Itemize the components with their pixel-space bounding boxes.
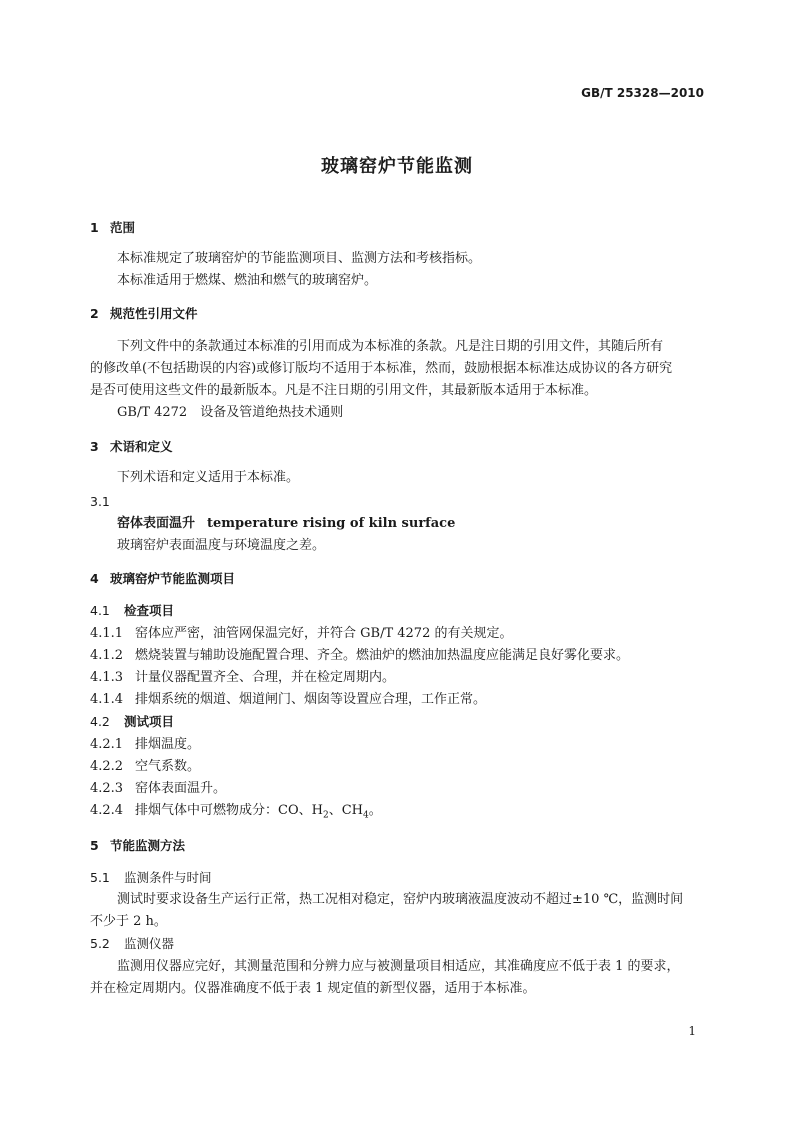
item-4-2-2: 4.2.2 空气系数。 (90, 759, 201, 774)
term-3-1-title: 窑体表面温升 temperature rising of kiln surface (117, 516, 456, 531)
section-2-reference: GB/T 4272 设备及管道绝热技术通则 (117, 405, 344, 420)
page-number: 1 (688, 1024, 696, 1038)
section-5-1-para-line-1: 测试时要求设备生产运行正常，热工况相对稳定，窑炉内玻璃液温度波动不超过±10 ℃，监测时间 (117, 892, 684, 907)
document-title: 玻璃窑炉节能监测 (321, 156, 473, 177)
item-4-2-3: 4.2.3 窑体表面温升。 (90, 781, 227, 796)
section-5-2-para-line-1: 监测用仪器应完好，其测量范围和分辨力应与被测量项目相适应，其准确度应不低于表 1 的要求， (117, 959, 680, 974)
section-5-1-heading: 5.1 监测条件与时间 (90, 870, 212, 885)
section-2-para-line-3: 是否可使用这些文件的最新版本。凡是不注日期的引用文件，其最新版本适用于本标准。 (90, 383, 598, 398)
section-5-1-para-line-2: 不少于 2 h。 (90, 914, 167, 929)
section-2-para-line-2: 的修改单(不包括勘误的内容)或修订版均不适用于本标准，然而，鼓励根据本标准达成协议的各方研究 (90, 361, 673, 376)
standard-number: GB/T 25328—2010 (581, 86, 704, 100)
section-1-para-2: 本标准适用于燃煤、燃油和燃气的玻璃窑炉。 (117, 273, 378, 288)
item-4-1-3: 4.1.3 计量仪器配置齐全、合理，并在检定周期内。 (90, 670, 396, 685)
term-3-1-definition: 玻璃窑炉表面温度与环境温度之差。 (117, 538, 326, 553)
section-2-para-line-1: 下列文件中的条款通过本标准的引用而成为本标准的条款。凡是注日期的引用文件，其随后所有 (117, 339, 664, 354)
item-4-2-1: 4.2.1 排烟温度。 (90, 737, 201, 752)
section-5-2-heading: 5.2 监测仪器 (90, 936, 175, 951)
item-4-1-2: 4.1.2 燃烧装置与辅助设施配置合理、齐全。燃油炉的燃油加热温度应能满足良好雾化要求。 (90, 648, 630, 663)
term-3-1-number: 3.1 (90, 494, 110, 509)
section-3-heading: 3 术语和定义 (90, 439, 173, 454)
section-5-2-para-line-2: 并在检定周期内。仪器准确度不低于表 1 规定值的新型仪器，适用于本标准。 (90, 981, 536, 996)
section-4-1-heading: 4.1 检查项目 (90, 603, 175, 618)
section-1-para-1: 本标准规定了玻璃窑炉的节能监测项目、监测方法和考核指标。 (117, 251, 482, 266)
section-1-heading: 1 范围 (90, 220, 136, 235)
section-4-2-heading: 4.2 测试项目 (90, 714, 175, 729)
section-2-heading: 2 规范性引用文件 (90, 306, 198, 321)
section-3-para: 下列术语和定义适用于本标准。 (117, 470, 300, 485)
section-5-heading: 5 节能监测方法 (90, 838, 186, 853)
section-4-heading: 4 玻璃窑炉节能监测项目 (90, 571, 236, 586)
item-4-1-1: 4.1.1 窑体应严密，油管网保温完好，并符合 GB/T 4272 的有关规定。 (90, 626, 513, 641)
item-4-2-4: 4.2.4 排烟气体中可燃物成分：CO、$H_2$、$CH_4$。 (90, 803, 382, 821)
item-4-1-4: 4.1.4 排烟系统的烟道、烟道闸门、烟囱等设置应合理，工作正常。 (90, 692, 487, 707)
